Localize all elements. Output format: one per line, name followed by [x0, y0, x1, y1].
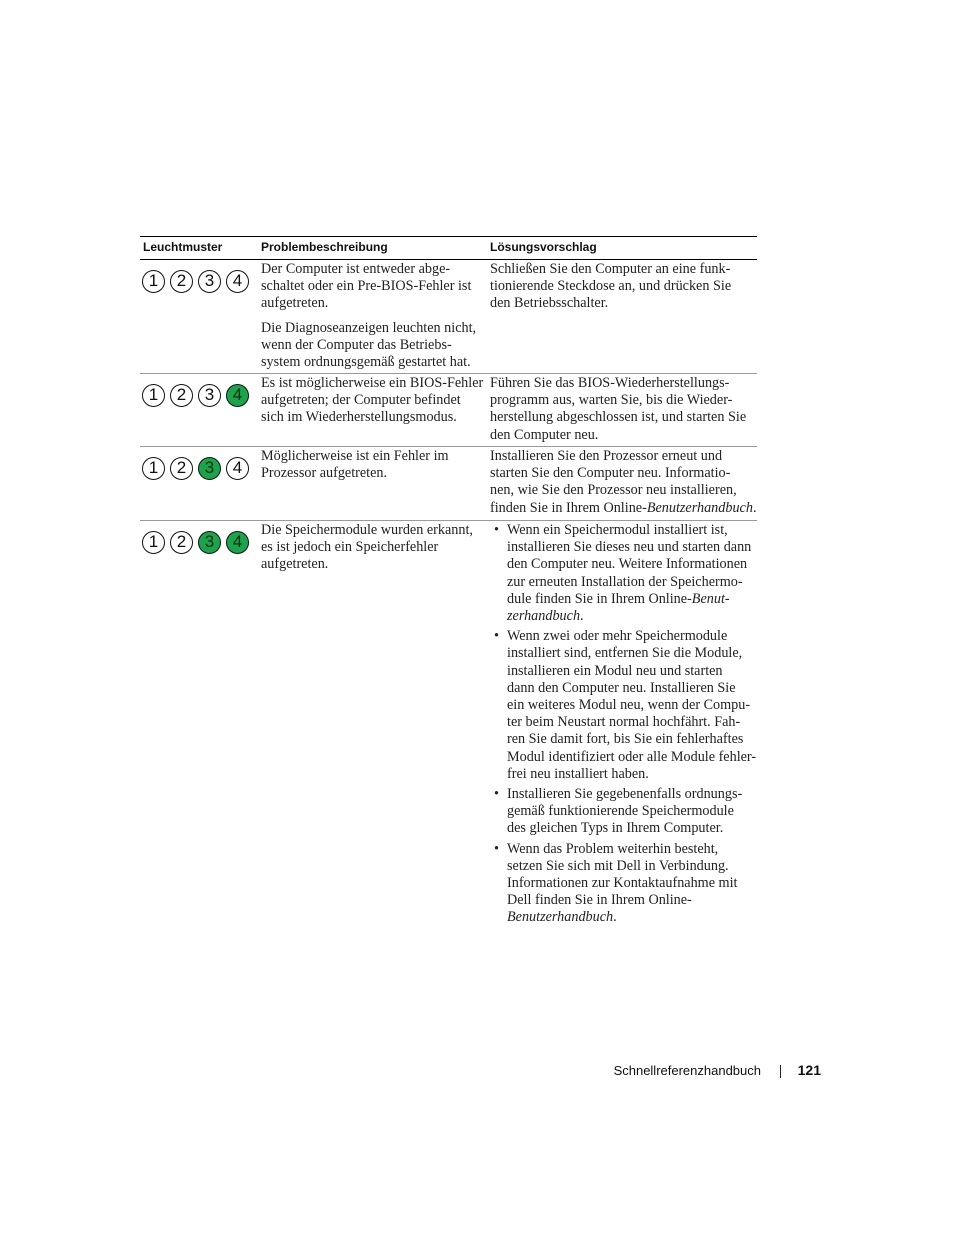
solution [490, 522, 757, 927]
diagnostic-light-3-icon: 3 [198, 457, 221, 480]
manual-title: Benut- zerhandbuch [507, 590, 730, 625]
problem-description [261, 448, 485, 482]
diagnostic-light-4-icon: 4 [226, 457, 249, 480]
diagnostic-light-2-icon: 2 [170, 531, 193, 554]
diagnostic-lights-table [140, 236, 757, 931]
bullet-text: Installieren Sie gegebenenfalls ordnungs- gemäß funktionierende Speichermodule des gleichen Typs in Ihrem Computer. [507, 786, 743, 837]
list-item [490, 628, 757, 783]
table-header [140, 236, 757, 260]
bullet-end: . [613, 909, 617, 926]
problem-text: Die Speichermodule wurden erkannt, es ist jedoch ein Speicherfehler aufgetreten. [261, 522, 473, 573]
page-number: 121 [797, 1062, 821, 1078]
table-row [140, 374, 757, 447]
header-light-pattern: Leuchtmuster [143, 240, 223, 254]
document-title: Schnellreferenzhandbuch [613, 1063, 761, 1078]
solution-bullet-list [490, 522, 757, 927]
list-item [490, 841, 757, 927]
diagnostic-light-1-icon: 1 [142, 384, 165, 407]
diagnostic-light-3-icon: 3 [198, 270, 221, 293]
header-solution: Lösungsvorschlag [490, 240, 597, 254]
solution-text-main: Installieren Sie den Prozessor erneut und starten Sie den Computer neu. Informatio- nen, wie Sie den Prozessor neu installieren, finden Sie in Ihrem Online- [490, 448, 737, 516]
diagnostic-light-2-icon: 2 [170, 270, 193, 293]
diagnostic-light-3-icon: 3 [198, 531, 221, 554]
table-row [140, 447, 757, 521]
header-problem-description: Problembeschreibung [261, 240, 388, 254]
diagnostic-light-3-icon: 3 [198, 384, 221, 407]
problem-text: Möglicherweise ist ein Fehler im Prozessor aufgetreten. [261, 448, 449, 482]
solution-text [490, 448, 757, 517]
diagnostic-light-1-icon: 1 [142, 531, 165, 554]
bullet-text: Wenn das Problem weiterhin besteht, setzen Sie sich mit Dell in Verbindung. Informationen zur Kontaktaufnahme mit Dell finden Sie in Ihrem Online- [507, 840, 738, 909]
solution-text-end: . [752, 499, 757, 516]
bullet-text: Wenn zwei oder mehr Speichermodule installiert sind, entfernen Sie die Module, installieren ein Modul neu und starten dann den Computer neu. Installieren Sie ein weiteres Modul neu, wenn der Compu- ter beim Neustart normal hochfährt. Fah- ren Sie damit fort, bis Sie ein fehlerhaftes Modul identifiziert oder alle Module fehler- frei neu installiert haben. [507, 628, 757, 782]
problem-text: Es ist möglicherweise ein BIOS-Fehler aufgetreten; der Computer befindet sich im Wiederherstellungsmodus. [261, 375, 484, 426]
diagnostic-light-2-icon: 2 [170, 384, 193, 407]
problem-description [261, 261, 485, 371]
list-item [490, 522, 757, 625]
diagnostic-light-4-icon: 4 [226, 270, 249, 293]
diagnostic-light-4-icon: 4 [226, 384, 249, 407]
solution-text: Schließen Sie den Computer an eine funk- tionierende Steckdose an, und drücken Sie den Betriebsschalter. [490, 261, 732, 312]
manual-title: Benutzerhandbuch [646, 499, 753, 516]
solution [490, 448, 757, 517]
bullet-text: Wenn ein Speichermodul installiert ist, installieren Sie dieses neu und starten dann den Computer neu. Weitere Informationen zur erneuten Installation der Speichermo- dule finden Sie in Ihrem Online- [507, 522, 752, 607]
bullet-end: . [580, 608, 584, 625]
list-item [490, 786, 757, 838]
problem-description [261, 522, 485, 574]
footer-divider [780, 1065, 781, 1078]
solution-text: Führen Sie das BIOS-Wiederherstellungs- programm aus, warten Sie, bis die Wieder- herstellung abgeschlossen ist, und starten Sie den Computer neu. [490, 375, 747, 443]
page-footer [600, 1062, 821, 1082]
diagnostic-light-1-icon: 1 [142, 457, 165, 480]
solution [490, 375, 757, 444]
table-row [140, 260, 757, 374]
solution [490, 261, 757, 313]
diagnostic-light-4-icon: 4 [226, 531, 249, 554]
diagnostic-light-2-icon: 2 [170, 457, 193, 480]
manual-title: Benutzerhandbuch [507, 909, 614, 926]
problem-description [261, 375, 485, 427]
problem-text: Der Computer ist entweder abge- schaltet oder ein Pre-BIOS-Fehler ist aufgetreten. [261, 261, 472, 312]
table-row [140, 521, 757, 931]
problem-text: Die Diagnoseanzeigen leuchten nicht, wenn der Computer das Betriebs- system ordnungsgemäß gestartet hat. [261, 319, 477, 371]
diagnostic-light-1-icon: 1 [142, 270, 165, 293]
